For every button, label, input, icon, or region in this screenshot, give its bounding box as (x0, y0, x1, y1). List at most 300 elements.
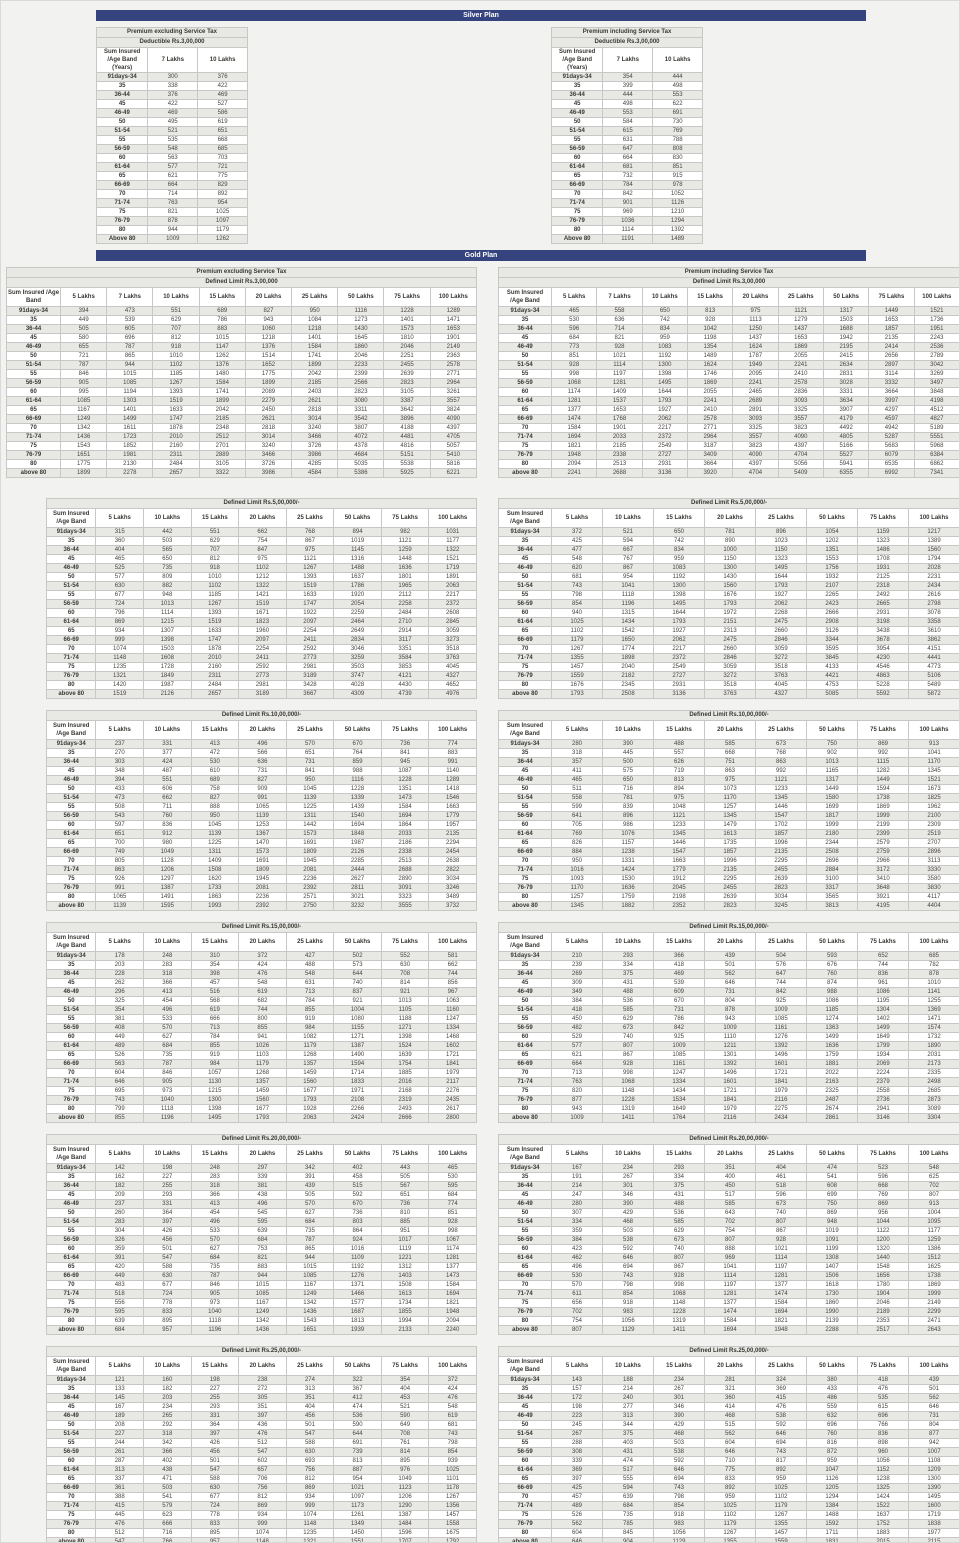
premium-cell: 1196 (144, 1114, 192, 1123)
premium-cell: 1694 (552, 433, 597, 442)
table-row (499, 1060, 960, 1069)
premium-cell: 1644 (756, 573, 807, 582)
premium-cell: 1747 (286, 600, 334, 609)
premium-cell: 2295 (756, 857, 807, 866)
premium-cell: 1424 (603, 866, 654, 875)
table-row (499, 1520, 960, 1529)
premium-cell: 2345 (603, 681, 654, 690)
premium-cell: 1114 (705, 1272, 756, 1281)
premium-cell: 854 (603, 1290, 654, 1299)
premium-cell: 431 (654, 1191, 705, 1200)
premium-cell: 474 (807, 1164, 858, 1173)
age-band-cell: 76-79 (47, 1096, 96, 1105)
table-row (499, 893, 960, 902)
premium-cell: 978 (653, 181, 703, 190)
table-row (7, 370, 477, 379)
premium-cell: 1490 (334, 1051, 382, 1060)
premium-cell: 1479 (705, 821, 756, 830)
premium-cell: 375 (603, 1430, 654, 1439)
column-header: 20 Lakhs (239, 1145, 287, 1164)
premium-cell: 1677 (239, 1105, 287, 1114)
premium-cell: 594 (603, 1484, 654, 1493)
premium-cell: 1723 (107, 433, 153, 442)
premium-cell: 647 (603, 145, 653, 154)
premium-cell: 925 (756, 997, 807, 1006)
age-band-cell: 60 (7, 388, 61, 397)
premium-cell: 1733 (191, 884, 239, 893)
premium-cell: 1792 (429, 1538, 477, 1543)
column-header: 5 Lakhs (552, 509, 603, 528)
age-band-cell: 65 (47, 1475, 96, 1484)
premium-cell: 3261 (430, 388, 476, 397)
premium-cell: 1016 (552, 866, 603, 875)
premium-cell: 749 (96, 848, 144, 857)
premium-cell: 1139 (239, 812, 287, 821)
premium-cell: 394 (96, 776, 144, 785)
premium-cell: 568 (191, 997, 239, 1006)
premium-cell: 1752 (858, 1520, 909, 1529)
premium-cell: 227 (144, 1173, 192, 1182)
premium-cell: 240 (603, 1394, 654, 1403)
premium-cell: 3317 (807, 884, 858, 893)
premium-cell: 418 (654, 961, 705, 970)
premium-cell: 501 (705, 961, 756, 970)
premium-cell: 651 (381, 1191, 429, 1200)
premium-cell: 496 (239, 1200, 287, 1209)
premium-cell: 6535 (869, 460, 914, 469)
premium-cell: 1165 (807, 767, 858, 776)
premium-cell: 468 (603, 1218, 654, 1227)
premium-cell: 707 (191, 546, 239, 555)
premium-cell: 2217 (429, 591, 477, 600)
premium-cell: 740 (334, 979, 382, 988)
premium-cell: 438 (144, 1466, 192, 1475)
premium-cell: 474 (603, 1457, 654, 1466)
premium-cell: 1537 (597, 397, 642, 406)
premium-cell: 162 (96, 1173, 144, 1182)
gold-plan-header-bar: Gold Plan (96, 250, 866, 261)
table-row (97, 208, 248, 217)
table-row (552, 226, 703, 235)
premium-cell: 1759 (807, 1051, 858, 1060)
age-band-cell: 61-64 (97, 163, 148, 172)
premium-cell: 1150 (705, 555, 756, 564)
age-band-cell: 75 (47, 663, 96, 672)
column-header: 25 Lakhs (286, 933, 334, 952)
column-header: 10 Lakhs (603, 933, 654, 952)
premium-cell: 1473 (381, 794, 429, 803)
age-band-cell: 51-54 (7, 361, 61, 370)
premium-cell: 854 (654, 1502, 705, 1511)
premium-cell: 1056 (858, 1457, 909, 1466)
table-title-row (499, 1347, 960, 1357)
premium-cell: 1317 (823, 307, 868, 316)
premium-cell: 998 (654, 1281, 705, 1290)
premium-cell: 511 (552, 785, 603, 794)
premium-cell: 3830 (909, 884, 960, 893)
premium-cell: 2251 (384, 352, 430, 361)
premium-cell: 526 (96, 1051, 144, 1060)
premium-cell: 1307 (144, 627, 192, 636)
premium-cell: 3100 (807, 875, 858, 884)
table-title-row (47, 499, 477, 509)
premium-cell: 1699 (807, 803, 858, 812)
premium-cell: 471 (144, 1475, 192, 1484)
premium-cell: 1401 (107, 406, 153, 415)
table-title: Premium excluding Service Tax (7, 268, 477, 278)
table-row (499, 591, 960, 600)
premium-cell: 411 (552, 767, 603, 776)
premium-cell: 1009 (756, 1006, 807, 1015)
premium-cell: 743 (96, 1096, 144, 1105)
premium-cell: 318 (191, 1182, 239, 1191)
premium-cell: 191 (552, 1173, 603, 1182)
premium-cell: 2773 (286, 654, 334, 663)
table-title-row (499, 923, 960, 933)
premium-cell: 1004 (334, 1006, 382, 1015)
age-band-cell: 75 (499, 1299, 552, 1308)
age-band-cell: 70 (47, 1069, 96, 1078)
premium-cell: 1521 (429, 555, 477, 564)
premium-cell: 1673 (909, 785, 960, 794)
premium-cell: 673 (756, 740, 807, 749)
premium-cell: 695 (96, 1087, 144, 1096)
premium-cell: 1086 (807, 997, 858, 1006)
premium-cell: 4195 (858, 902, 909, 911)
premium-cell: 812 (286, 1475, 334, 1484)
premium-cell: 563 (96, 1060, 144, 1069)
table-row (47, 1412, 477, 1421)
column-header-row (47, 721, 477, 740)
premium-cell: 1074 (239, 1529, 287, 1538)
premium-cell: 827 (191, 794, 239, 803)
premium-cell: 787 (144, 1060, 192, 1069)
premium-cell: 684 (286, 1218, 334, 1227)
age-band-cell: 76-79 (499, 1308, 552, 1317)
premium-cell: 7341 (914, 469, 959, 478)
premium-cell: 1249 (286, 1290, 334, 1299)
premium-cell: 2135 (429, 830, 477, 839)
premium-cell: 1637 (858, 1511, 909, 1520)
premium-cell: 3259 (334, 654, 382, 663)
premium-cell: 2638 (429, 857, 477, 866)
table-row (552, 91, 703, 100)
table-row (47, 812, 477, 821)
premium-cell: 1601 (705, 1078, 756, 1087)
premium-cell: 621 (552, 1051, 603, 1060)
premium-cell: 2173 (909, 1060, 960, 1069)
premium-cell: 1247 (429, 1015, 477, 1024)
premium-cell: 983 (654, 1520, 705, 1529)
premium-cell: 157 (552, 1385, 603, 1394)
age-band-cell: 66-69 (47, 636, 96, 645)
premium-cell: 1102 (191, 582, 239, 591)
table-title: Deductible Rs.3,00,000 (552, 38, 703, 48)
premium-cell: 627 (286, 1209, 334, 1218)
premium-cell: 714 (148, 190, 198, 199)
premium-grid (96, 27, 248, 244)
premium-cell: 2117 (429, 1078, 477, 1087)
premium-cell: 2818 (292, 406, 338, 415)
premium-cell: 4546 (858, 663, 909, 672)
premium-cell: 1073 (705, 785, 756, 794)
premium-cell: 1841 (705, 1096, 756, 1105)
premium-cell: 372 (552, 528, 603, 537)
premium-cell: 4863 (858, 672, 909, 681)
premium-cell: 2126 (144, 690, 192, 699)
premium-cell: 1891 (429, 573, 477, 582)
premium-cell: 627 (144, 1033, 192, 1042)
premium-cell: 830 (653, 154, 703, 163)
premium-cell: 3272 (756, 654, 807, 663)
premium-cell: 4421 (807, 672, 858, 681)
premium-cell: 369 (552, 1466, 603, 1475)
premium-cell: 694 (756, 1439, 807, 1448)
premium-cell: 5683 (869, 442, 914, 451)
table-row (499, 406, 960, 415)
premium-cell: 1122 (858, 1227, 909, 1236)
age-band-cell: 75 (47, 1087, 96, 1096)
age-band-cell: 71-74 (7, 433, 61, 442)
premium-cell: 1474 (705, 1308, 756, 1317)
premium-cell: 1841 (756, 1078, 807, 1087)
premium-cell: 991 (239, 794, 287, 803)
age-band-cell: 91days-34 (499, 1164, 552, 1173)
premium-cell: 3848 (914, 388, 959, 397)
premium-cell: 234 (144, 1403, 192, 1412)
table-row (47, 1493, 477, 1502)
premium-cell: 457 (191, 979, 239, 988)
age-band-cell: 76-79 (552, 217, 603, 226)
premium-cell: 1148 (286, 1520, 334, 1529)
premium-cell: 863 (705, 767, 756, 776)
premium-cell: 1424 (858, 1493, 909, 1502)
premium-cell: 1601 (756, 1060, 807, 1069)
premium-cell: 631 (603, 136, 653, 145)
premium-cell: 239 (552, 961, 603, 970)
premium-cell: 433 (807, 1385, 858, 1394)
premium-cell: 541 (807, 1173, 858, 1182)
premium-cell: 1271 (381, 1024, 429, 1033)
premium-cell: 3410 (858, 875, 909, 884)
table-row (47, 1015, 477, 1024)
table-row (499, 307, 960, 316)
premium-cell: 1584 (199, 379, 245, 388)
premium-cell: 1097 (334, 1493, 382, 1502)
table-row (47, 961, 477, 970)
premium-cell: 735 (144, 1051, 192, 1060)
premium-cell: 1437 (778, 325, 823, 334)
table-row (47, 866, 477, 875)
premium-cell: 1595 (144, 902, 192, 911)
premium-cell: 646 (96, 1078, 144, 1087)
premium-cell: 1899 (199, 397, 245, 406)
premium-cell: 1430 (705, 573, 756, 582)
premium-cell: 3853 (381, 663, 429, 672)
table-row (47, 1060, 477, 1069)
premium-cell: 685 (198, 145, 248, 154)
premium-cell: 1056 (654, 1529, 705, 1538)
premium-cell: 4230 (858, 654, 909, 663)
table-row (7, 307, 477, 316)
premium-cell: 716 (144, 1529, 192, 1538)
premium-cell: 980 (144, 839, 192, 848)
premium-cell: 606 (144, 785, 192, 794)
premium-cell: 1420 (96, 681, 144, 690)
premium-cell: 2198 (654, 893, 705, 902)
premium-cell: 552 (381, 952, 429, 961)
table-row (47, 1200, 477, 1209)
premium-cell: 1303 (107, 397, 153, 406)
premium-cell: 1932 (807, 573, 858, 582)
premium-cell: 781 (603, 794, 654, 803)
silver-plan-header-bar: Silver Plan (96, 10, 866, 21)
premium-cell: 3021 (334, 893, 382, 902)
table-row (47, 1308, 477, 1317)
premium-cell: 313 (286, 1385, 334, 1394)
premium-cell: 976 (381, 1466, 429, 1475)
premium-cell: 1738 (909, 1272, 960, 1281)
premium-cell: 611 (552, 1290, 603, 1299)
age-band-cell: 61-64 (552, 163, 603, 172)
table-row (499, 1448, 960, 1457)
table-row (499, 1385, 960, 1394)
premium-cell: 959 (807, 1457, 858, 1466)
table-row (552, 109, 703, 118)
column-header: 20 Lakhs (705, 1145, 756, 1164)
column-header: 50 Lakhs (807, 933, 858, 952)
premium-cell: 1068 (603, 1078, 654, 1087)
premium-cell: 736 (381, 1200, 429, 1209)
table-row (499, 600, 960, 609)
table-row (47, 1520, 477, 1529)
premium-cell: 766 (144, 1538, 192, 1543)
premium-cell: 562 (705, 1430, 756, 1439)
table-row (499, 1191, 960, 1200)
table-title: Defined Limit Rs.20,00,000/- (47, 1135, 477, 1145)
age-band-cell: 50 (47, 785, 96, 794)
premium-cell: 918 (153, 343, 199, 352)
premium-cell: 486 (807, 1394, 858, 1403)
table-title: Defined Limit Rs.3,00,000 (7, 278, 477, 288)
premium-cell: 3117 (381, 636, 429, 645)
table-row (7, 424, 477, 433)
premium-cell: 473 (96, 794, 144, 803)
table-row (499, 1538, 960, 1543)
premium-cell: 280 (552, 1200, 603, 1209)
age-band-cell: 50 (552, 118, 603, 127)
premium-cell: 1741 (292, 352, 338, 361)
age-band-cell: 61-64 (499, 618, 552, 627)
premium-cell: 1206 (144, 866, 192, 875)
premium-cell: 2130 (107, 460, 153, 469)
table-title: Premium including Service Tax (499, 268, 960, 278)
table-row (499, 884, 960, 893)
age-band-cell: 55 (7, 370, 61, 379)
column-header: 20 Lakhs (239, 933, 287, 952)
premium-cell: 1126 (807, 1475, 858, 1484)
premium-cell: 3907 (823, 406, 868, 415)
premium-cell: 1474 (756, 1290, 807, 1299)
premium-cell: 1345 (909, 767, 960, 776)
premium-cell: 630 (191, 1484, 239, 1493)
premium-cell: 1694 (381, 812, 429, 821)
premium-cell: 300 (148, 73, 198, 82)
premium-cell: 4198 (914, 397, 959, 406)
table-row (499, 654, 960, 663)
premium-cell: 376 (148, 91, 198, 100)
age-band-cell: 71-74 (47, 1078, 96, 1087)
premium-cell: 454 (144, 997, 192, 1006)
premium-cell: 287 (96, 1457, 144, 1466)
premium-cell: 1068 (654, 1290, 705, 1299)
premium-cell: 2016 (381, 1078, 429, 1087)
premium-cell: 501 (191, 1457, 239, 1466)
table-row (499, 1236, 960, 1245)
premium-cell: 3732 (429, 902, 477, 911)
premium-cell: 476 (239, 1430, 287, 1439)
premium-cell: 283 (144, 961, 192, 970)
premium-cell: 735 (286, 1227, 334, 1236)
table-row (499, 1254, 960, 1263)
premium-cell: 188 (603, 1376, 654, 1385)
premium-cell: 1331 (603, 857, 654, 866)
premium-cell: 821 (239, 1254, 287, 1263)
table-row (47, 830, 477, 839)
table-row (499, 352, 960, 361)
premium-cell: 743 (603, 1272, 654, 1281)
premium-cell: 1228 (603, 1096, 654, 1105)
premium-cell: 2566 (338, 379, 384, 388)
column-header: 75 Lakhs (858, 1357, 909, 1376)
premium-cell: 636 (597, 316, 642, 325)
premium-cell: 863 (96, 866, 144, 875)
premium-cell: 570 (552, 1281, 603, 1290)
premium-cell: 1267 (756, 1511, 807, 1520)
premium-cell: 1987 (144, 681, 192, 690)
premium-cell: 696 (807, 1421, 858, 1430)
premium-cell: 1457 (429, 1511, 477, 1520)
premium-cell: 604 (552, 1529, 603, 1538)
corner-header: Sum Insured /Age Band (47, 721, 96, 740)
column-header: 20 Lakhs (733, 288, 778, 307)
premium-cell: 1281 (756, 1272, 807, 1281)
age-band-cell: 36-44 (47, 546, 96, 555)
column-header: 25 Lakhs (286, 509, 334, 528)
age-band-cell: 65 (499, 1263, 552, 1272)
premium-cell: 629 (191, 537, 239, 546)
age-band-cell: 75 (499, 442, 552, 451)
premium-cell: 973 (144, 1087, 192, 1096)
age-band-cell: 65 (47, 839, 96, 848)
premium-cell: 1860 (338, 343, 384, 352)
premium-cell: 1268 (286, 1051, 334, 1060)
premium-cell: 1863 (191, 893, 239, 902)
premium-cell: 1489 (687, 352, 732, 361)
premium-cell: 1345 (705, 812, 756, 821)
premium-cell: 1196 (191, 1326, 239, 1335)
premium-cell: 501 (286, 1421, 334, 1430)
column-header: 15 Lakhs (654, 1145, 705, 1164)
premium-cell: 2914 (381, 627, 429, 636)
table-row (47, 1105, 477, 1114)
premium-cell: 293 (654, 1164, 705, 1173)
premium-cell: 1560 (909, 546, 960, 555)
premium-cell: 1594 (858, 785, 909, 794)
table-row (499, 334, 960, 343)
table-row (47, 618, 477, 627)
premium-cell: 999 (96, 636, 144, 645)
